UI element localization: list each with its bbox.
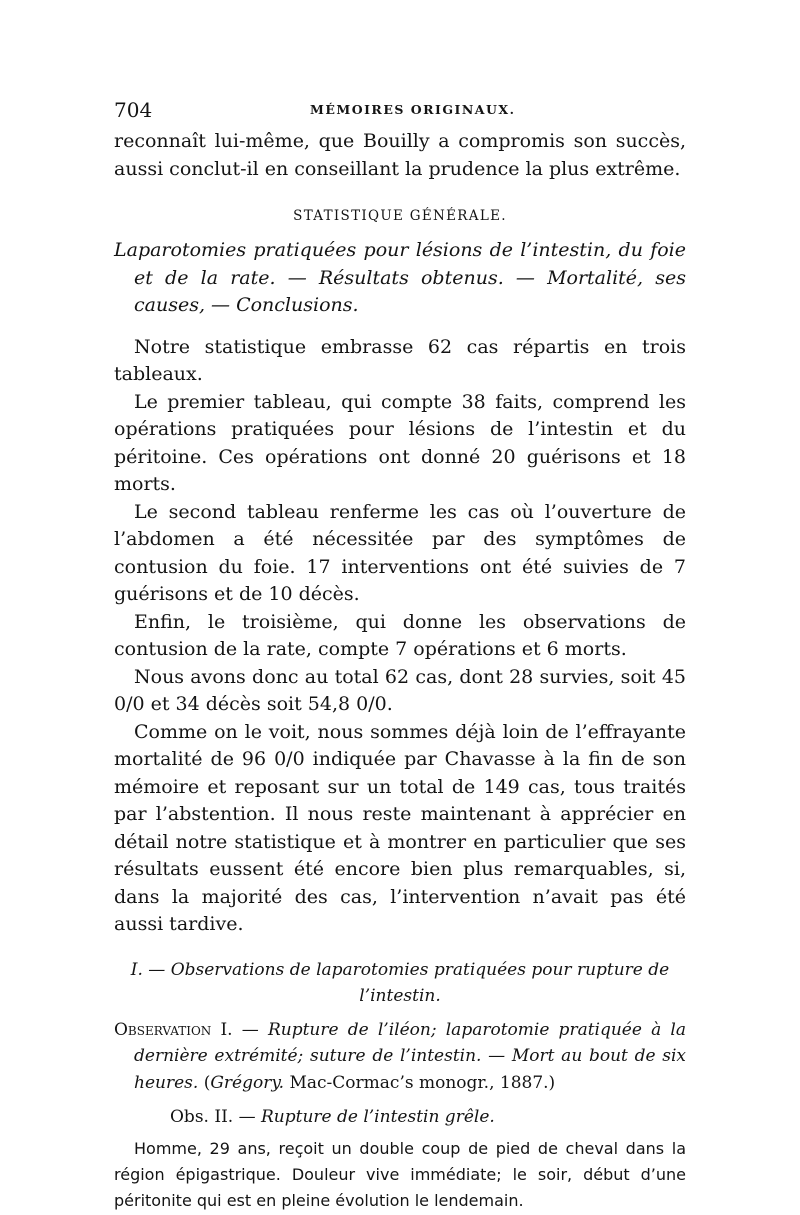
paragraph-1: Notre statistique embrasse 62 cas répartis en trois tableaux. xyxy=(114,335,686,385)
paragraph-3: Le second tableau renferme les cas où l’ouverture de l’abdomen a été nécessitée par des symptômes de contusion du foie. 17 interventions ont été suivies de 7 guérisons et de 10 décès. xyxy=(114,500,686,605)
intro-paragraph: reconnaît lui-même, que Bouilly a compromis son succès, aussi conclut-il en conseillant la prudence la plus extrême. xyxy=(114,130,686,180)
paragraph-5: Nous avons donc au total 62 cas, dont 28 survies, soit 45 0/0 et 34 décès soit 54,8 0/0. xyxy=(114,665,686,715)
paragraph-2: Le premier tableau, qui compte 38 faits, comprend les opérations pratiquées pour lésions de l’intestin et du péritoine. Ces opérations ont donné 20 guérisons et 18 morts. xyxy=(114,390,686,495)
observation-2 xyxy=(114,1104,686,1131)
observation-1 xyxy=(114,1017,686,1097)
section-title: STATISTIQUE GÉNÉRALE. xyxy=(293,208,507,224)
observation-2-label: Obs. II. xyxy=(170,1107,234,1127)
observation-1-source-open: ( xyxy=(203,1072,211,1093)
subsection-heading: I. — Observations de laparotomies pratiquées pour rupture de l’intestin. xyxy=(130,959,670,1006)
observation-1-source: Mac-Cormac’s monogr., 1887.) xyxy=(284,1072,556,1093)
section-subtitle: Laparotomies pratiquées pour lésions de l’intestin, du foie et de la rate. — Résultats obtenus. — Mortalité, ses causes, — Conclusions. xyxy=(114,239,686,316)
page-header xyxy=(114,98,686,128)
page xyxy=(114,98,686,1214)
case-description: Homme, 29 ans, reçoit un double coup de pied de cheval dans la région épigastrique. Douleur vive immédiate; le soir, début d’une péritonite qui est en pleine évolution le lendemain. xyxy=(114,1138,686,1210)
page-number: 704 xyxy=(114,98,153,122)
observation-2-title: — Rupture de l’intestin grêle. xyxy=(238,1107,495,1127)
observation-1-author: Grégory. xyxy=(210,1072,285,1093)
paragraph-4: Enfin, le troisième, qui donne les observations de contusion de la rate, compte 7 opérations et 6 morts. xyxy=(114,610,686,660)
observation-1-title: — Rupture de l’iléon; laparotomie pratiquée à la dernière extrémité; suture de l’intestin. — Mort au bout de six heures. xyxy=(134,1019,686,1093)
running-title: MÉMOIRES ORIGINAUX. xyxy=(310,102,516,117)
paragraph-6: Comme on le voit, nous sommes déjà loin de l’effrayante mortalité de 96 0/0 indiquée par Chavasse à la fin de son mémoire et reposant sur un total de 149 cas, tous traités par l’abstention. Il nous reste maintenant à apprécier en détail notre statistique et à montrer en particulier que ses résultats eussent été encore bien plus remarquables, si, dans la majorité des cas, l’intervention n’avait pas été aussi tardive. xyxy=(114,720,686,935)
observation-1-label: Observation I. xyxy=(114,1019,233,1040)
